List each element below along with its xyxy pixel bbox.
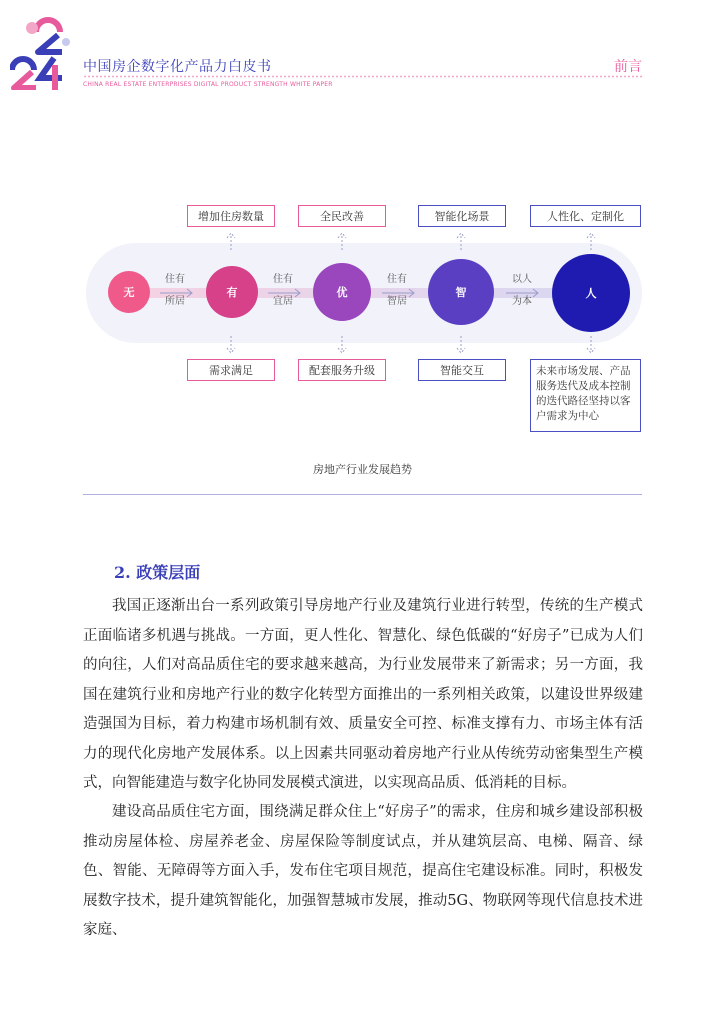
top-box-housing-quantity: 增加住房数量 — [187, 205, 275, 227]
step-label-4-bottom: 为本 — [512, 296, 532, 307]
step-label-3-top: 住有 — [387, 274, 407, 285]
stage-node-people: 人 — [552, 254, 630, 332]
document-title: 中国房企数字化产品力白皮书 — [83, 59, 272, 75]
stage-node-none: 无 — [108, 271, 150, 313]
down-arrow-icon — [586, 336, 596, 354]
bottom-box-smart-interaction: 智能交互 — [418, 359, 506, 381]
top-box-smart-scenes: 智能化场景 — [418, 205, 506, 227]
step-arrow-icon — [268, 287, 304, 299]
step-arrow-icon — [160, 287, 196, 299]
bottom-box-service-upgrade: 配套服务升级 — [298, 359, 386, 381]
bottom-box-demand-met: 需求满足 — [187, 359, 275, 381]
up-arrow-icon — [226, 232, 236, 250]
step-label-2-bottom: 宜居 — [273, 296, 293, 307]
stage-node-better: 优 — [313, 263, 371, 321]
top-box-improvement: 全民改善 — [298, 205, 386, 227]
up-arrow-icon — [337, 232, 347, 250]
bottom-box-customer-centric: 未来市场发展、产品服务迭代及成本控制的迭代路径坚持以客户需求为中心 — [530, 359, 641, 432]
section-label: 前言 — [614, 59, 642, 75]
step-label-4-top: 以人 — [512, 274, 532, 285]
step-label-3-bottom: 智居 — [387, 296, 407, 307]
up-arrow-icon — [586, 232, 596, 250]
year-2024-logo — [10, 10, 70, 90]
step-label-1-bottom: 所居 — [165, 296, 185, 307]
up-arrow-icon — [456, 232, 466, 250]
paragraph-policy-2: 建设高品质住宅方面，围绕满足群众住上“好房子”的需求，住房和城乡建设部积极推动房屋体检、房屋养老金、房屋保险等制度试点，并从建筑层高、电梯、隔音、绿色、智能、无障碍等方面入手，发布住宅项目规范，提高住宅建设标准。同时，积极发展数字技术，提升建筑智能化，加强智慧城市发展，推动5G、物联网等现代信息技术进家庭、 — [83, 804, 643, 938]
top-box-customization: 人性化、定制化 — [530, 205, 641, 227]
down-arrow-icon — [337, 336, 347, 354]
stage-node-have: 有 — [206, 266, 258, 318]
stage-node-smart: 智 — [428, 259, 494, 325]
header-dotted-divider — [83, 75, 642, 78]
document-subtitle: CHINA REAL ESTATE ENTERPRISES DIGITAL PRODUCT STRENGTH WHITE PAPER — [83, 81, 333, 88]
step-label-2-top: 住有 — [273, 274, 293, 285]
caption-divider — [83, 494, 642, 495]
down-arrow-icon — [226, 336, 236, 354]
paragraph-policy-1: 我国正逐渐出台一系列政策引导房地产行业及建筑行业进行转型，传统的生产模式正面临诸多机遇与挑战。一方面，更人性化、智慧化、绿色低碳的“好房子”已成为人们的向往，人们对高品质住宅的要求越来越高，为行业发展带来了新需求；另一方面，我国在建筑行业和房地产行业的数字化转型方面推出的一系列相关政策，以建设世界级建造强国为目标，着力构建市场机制有效、质量安全可控、标准支撑有力、市场主体有活力的现代化房地产发展体系。以上因素共同驱动着房地产行业从传统劳动密集型生产模式，向智能建造与数字化协同发展模式演进，以实现高品质、低消耗的目标。 — [83, 598, 643, 791]
down-arrow-icon — [456, 336, 466, 354]
step-arrow-icon — [382, 287, 418, 299]
section-heading: 2. 政策层面 — [114, 563, 201, 582]
step-label-1-top: 住有 — [165, 274, 185, 285]
step-arrow-icon — [506, 287, 542, 299]
diagram-caption: 房地产行业发展趋势 — [313, 463, 412, 476]
